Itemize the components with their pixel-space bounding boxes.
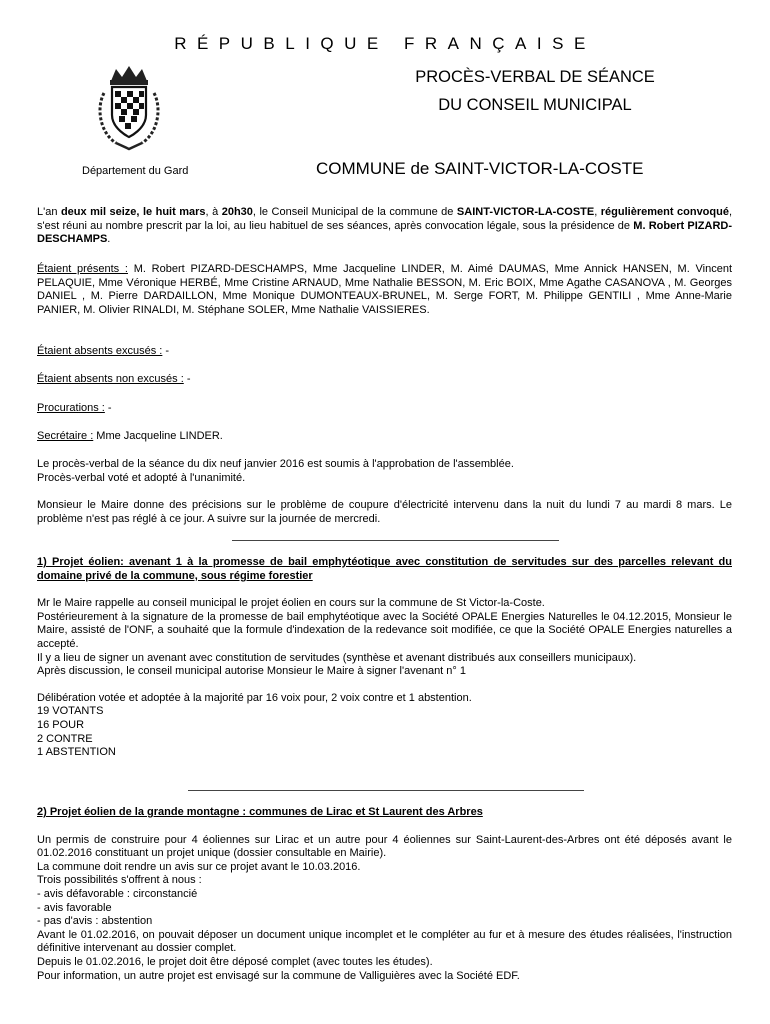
commune-title: COMMUNE de SAINT-VICTOR-LA-COSTE <box>316 159 644 178</box>
presents-label: Étaient présents : <box>37 263 128 275</box>
votants-count: 19 VOTANTS <box>37 705 104 718</box>
department-label: Département du Gard <box>82 165 189 177</box>
absents-non-excuses: Étaient absents non excusés : - <box>37 373 191 385</box>
absents-excuses: Étaient absents excusés : - <box>37 345 170 357</box>
pv-title-line2: DU CONSEIL MUNICIPAL <box>438 96 632 114</box>
section1-title: 1) Projet éolien: avenant 1 à la promesse de bail emphytéotique avec constitution de servitudes sur des parcelles relevant du domaine privé de la commune, sous régime forestier <box>37 556 732 582</box>
abstention-count: 1 ABSTENTION <box>37 746 116 759</box>
pv-approval: Le procès-verbal de la séance du dix neuf janvier 2016 est soumis à l'approbation de l'assemblée. Procès-verbal voté et adopté à l'unanimité. <box>37 458 514 484</box>
separator-line <box>232 540 559 541</box>
contre-count: 2 CONTRE <box>37 732 93 745</box>
presents-paragraph: Étaient présents : M. Robert PIZARD-DESCHAMPS, Mme Jacqueline LINDER, M. Aimé DAUMAS, Mme Annick HANSEN, M. Vincent PELAQUIE, Mme Véronique HERBÉ, Mme Cristine ARNAUD, Mme Nathalie BESSON, M. Eric BOIX, Mme Agathe CASANOVA , M. Georges DANIEL , M. Pierre DARDAILLON, Mme Monique DUMONTEAUX-BRUNEL, M. Serge FORT, M. Philippe GENTILI , Mme Anne-Marie PANIER, M. Olivier RINALDI, M. Stéphane SOLER, Mme Nathalie VAISSIERES. <box>37 263 733 316</box>
republic-header: RÉPUBLIQUE FRANÇAISE <box>174 34 596 53</box>
maire-note: Monsieur le Maire donne des précisions sur le problème de coupure d'électricité intervenu dans la nuit du lundi 7 au mardi 8 mars. Le problème n'est pas réglé à ce jour. A suivre sur la journée de mercredi. <box>37 499 732 525</box>
section1: 1) Projet éolien: avenant 1 à la promesse de bail emphytéotique avec constitution de servitudes sur des parcelles relevant du domaine privé de la commune, sous régime forestier Mr le Maire rappelle au conseil municipal le projet éolien en cours sur la commune de St Victor-la-Coste. Postérieurement à la signature de la promesse de bail emphytéotique avec la Société OPALE Energies Naturelles le 04.12.2015, Monsieur le Maire, assisté de l'ONF, a souhaité que la formule d'indexation de la redevance soit modifiée, ce que la Société OPALE Energies naturelles a accepté. Il y a lieu de signer un avenant avec constitution de servitudes (synthèse et avenant distribués aux conseillers municipaux). Après discussion, le conseil municipal autorise Monsieur le Maire à signer l'avenant n° 1 Délibération votée et adoptée à la majorité par 16 voix pour, 2 voix contre et 1 abstention. 19 VOTANTS 16 POUR 2 CONTRE 1 ABSTENTION <box>37 556 732 759</box>
section2: 2) Projet éolien de la grande montagne : communes de Lirac et St Laurent des Arbres Un permis de construire pour 4 éoliennes sur Lirac et un autre pour 4 éoliennes sur Saint-Laurent-des-Arbres ont été déposés avant le 01.02.2016 constituant un projet unique (dossier consultable en Mairie). La commune doit rendre un avis sur ce projet avant le 10.03.2016. Trois possibilités s'offrent à nous : - avis défavorable : circonstancié - avis favorable - pas d'avis : abstention Avant le 01.02.2016, on pouvait déposer un document unique incomplet et le compléter au fur et à mesure des études réalisées, l'instruction définitive intervenant au dossier complet. Depuis le 01.02.2016, le projet doit être déposé complet (avec toutes les études). Pour information, un autre projet est envisagé sur la commune de Valliguières avec la Société EDF. <box>37 806 732 982</box>
separator-line <box>188 790 584 791</box>
section2-title: 2) Projet éolien de la grande montagne : communes de Lirac et St Laurent des Arbres <box>37 806 483 818</box>
pv-title-line1: PROCÈS-VERBAL DE SÉANCE <box>415 68 655 86</box>
secretaire: Secrétaire : Mme Jacqueline LINDER. <box>37 430 223 442</box>
procurations: Procurations : - <box>37 402 112 414</box>
coat-of-arms-logo <box>94 63 164 151</box>
intro-paragraph: L'an deux mil seize, le huit mars, à 20h30, le Conseil Municipal de la commune de SAINT-VICTOR-LA-COSTE, régulièrement convoqué, s'est réuni au nombre prescrit par la loi, au lieu habituel de ses séances, après convocation légale, sous la présidence de M. Robert PIZARD-DESCHAMPS. <box>37 206 733 246</box>
pour-count: 16 POUR <box>37 718 85 731</box>
